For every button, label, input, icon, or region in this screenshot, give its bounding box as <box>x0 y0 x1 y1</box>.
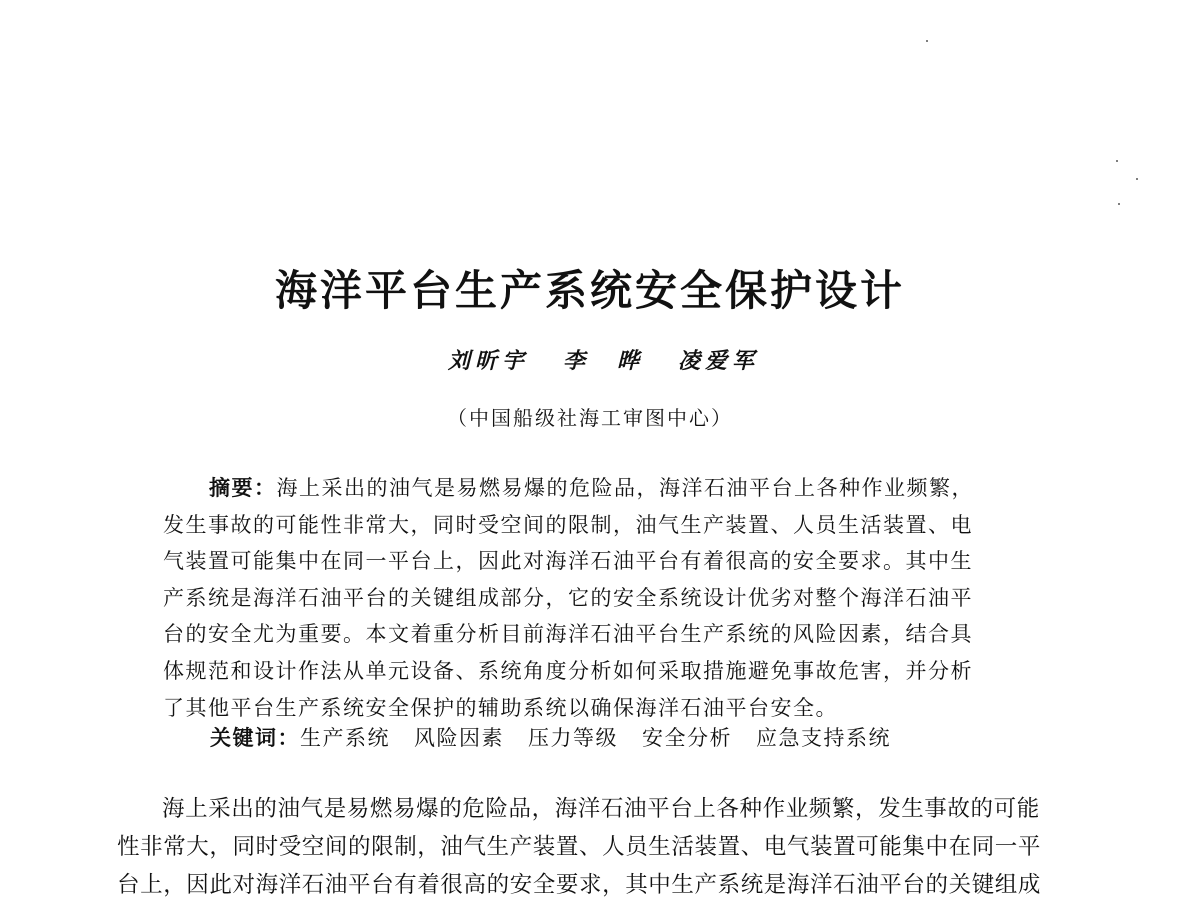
body-text <box>117 790 1067 904</box>
abstract-line: 了其他平台生产系统安全保护的辅助系统以确保海洋石油平台安全。 <box>163 695 838 720</box>
keyword: 生产系统 <box>300 726 390 750</box>
abstract-line: 产系统是海洋石油平台的关键组成部分，它的安全系统设计优劣对整个海洋石油平 <box>163 585 973 610</box>
body-line: 性非常大，同时受空间的限制，油气生产装置、人员生活装置、电气装置可能集中在同一平 <box>117 834 1042 860</box>
keywords-label: 关键词： <box>210 726 300 750</box>
abstract-line <box>163 470 1023 507</box>
abstract-label: 摘要： <box>209 476 277 500</box>
body-line: 台上，因此对海洋石油平台有着很高的安全要求，其中生产系统是海洋石油平台的关键组成 <box>117 872 1042 898</box>
keywords <box>210 722 915 752</box>
abstract-text: 海上采出的油气是易燃易爆的危险品，海洋石油平台上各种作业频繁， <box>276 476 974 500</box>
abstract-line: 发生事故的可能性非常大，同时受空间的限制，油气生产装置、人员生活装置、电 <box>163 512 973 537</box>
keyword: 风险因素 <box>414 726 504 750</box>
author-name: 凌爱军 <box>678 348 760 374</box>
abstract-line: 气装置可能集中在同一平台上，因此对海洋石油平台有着很高的安全要求。其中生 <box>163 549 973 574</box>
paper-title: 海洋平台生产系统安全保护设计 <box>274 266 905 315</box>
author-list <box>448 344 759 375</box>
keyword: 压力等级 <box>528 726 618 750</box>
keyword: 安全分析 <box>642 726 732 750</box>
abstract <box>163 470 1023 726</box>
scan-speck <box>926 40 928 42</box>
author-name: 刘昕宇 <box>448 348 530 374</box>
abstract-line: 体规范和设计作法从单元设备、系统角度分析如何采取措施避免事故危害，并分析 <box>163 658 973 683</box>
author-name: 李 晔 <box>563 348 645 374</box>
scan-speck <box>1118 203 1120 205</box>
scan-speck <box>1116 160 1118 162</box>
scan-speck <box>1136 178 1138 180</box>
keyword: 应急支持系统 <box>756 726 891 750</box>
body-line: 海上采出的油气是易燃易爆的危险品，海洋石油平台上各种作业频繁，发生事故的可能 <box>162 796 1040 822</box>
affiliation: （中国船级社海工审图中心） <box>447 406 733 430</box>
abstract-line: 台的安全尤为重要。本文着重分析目前海洋石油平台生产系统的风险因素，结合具 <box>163 622 973 647</box>
